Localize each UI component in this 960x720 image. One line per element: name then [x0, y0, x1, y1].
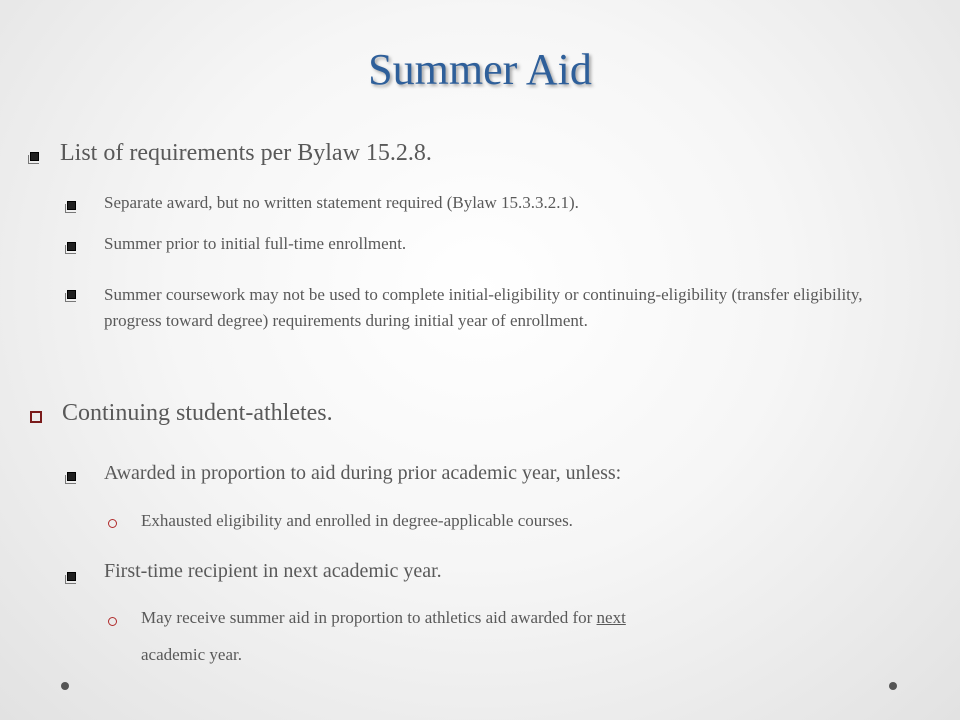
square-bullet-icon: [67, 201, 76, 210]
circle-bullet-icon: [108, 519, 117, 528]
underlined-word: next: [596, 608, 626, 627]
square-bullet-icon: [67, 290, 76, 299]
square-bullet-icon: [30, 152, 39, 161]
list-item-text: Separate award, but no written statement required (Bylaw 15.3.3.2.1).: [104, 193, 579, 212]
section-heading: Continuing student-athletes.: [62, 400, 333, 426]
decorative-dot-left: [61, 682, 69, 690]
list-item-text-part: May receive summer aid in proportion to athletics aid awarded for: [141, 608, 597, 627]
list-item-text: First-time recipient in next academic year.: [104, 560, 442, 582]
hollow-square-bullet-icon: [30, 411, 42, 423]
list-item-text-continuation: academic year.: [141, 645, 242, 664]
list-item-text: Summer coursework may not be used to complete initial-eligibility or continuing-eligibility (transfer eligibility, progress toward degree) requirements during initial year of enrollment.: [104, 285, 863, 330]
square-bullet-icon: [67, 472, 76, 481]
square-bullet-icon: [67, 572, 76, 581]
decorative-dot-right: [889, 682, 897, 690]
list-item-text: Exhausted eligibility and enrolled in degree-applicable courses.: [141, 511, 573, 530]
section-heading: List of requirements per Bylaw 15.2.8.: [60, 140, 432, 166]
list-item-text: Awarded in proportion to aid during prior academic year, unless:: [104, 462, 622, 484]
list-item-text: [141, 608, 626, 628]
slide-title: Summer Aid: [368, 45, 592, 94]
circle-bullet-icon: [108, 617, 117, 626]
list-item-text: Summer prior to initial full-time enrollment.: [104, 234, 407, 253]
square-bullet-icon: [67, 242, 76, 251]
